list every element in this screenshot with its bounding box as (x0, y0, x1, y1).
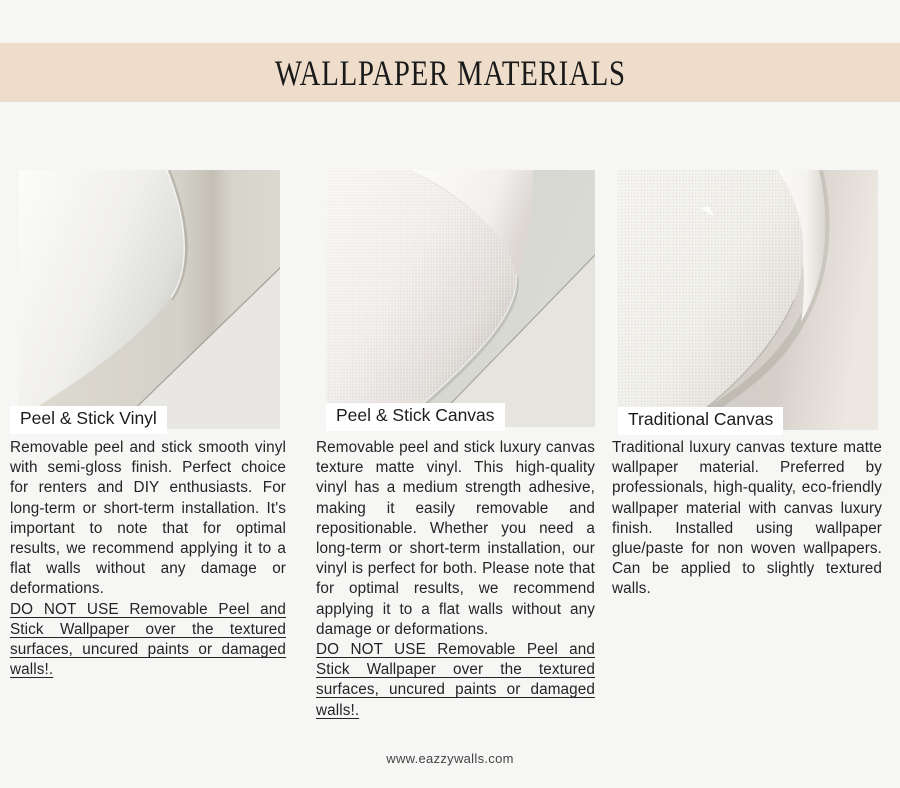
page-title: WALLPAPER MATERIALS (274, 52, 626, 93)
material-text (316, 438, 595, 721)
material-warning: DO NOT USE Removable Peel and Stick Wallpaper over the textured surfaces, uncured paints or damaged walls!. (316, 641, 595, 719)
traditional-canvas-curl-photo (618, 170, 878, 430)
smooth-vinyl-curl-photo (19, 170, 280, 429)
material-label (10, 406, 167, 434)
canvas-texture-curl-photo (326, 170, 595, 427)
material-text (612, 438, 882, 600)
material-description: Removable peel and stick luxury canvas texture matte vinyl. This high-quality vinyl has a medium strength adhesive, making it easily removable and repositionable. Whether you need a long-term or short-term installation, our vinyl is perfect for both. Please note that for optimal results, we recommend applying it to a flat walls without any damage or deformations. (316, 439, 595, 638)
material-label-text: Peel & Stick Canvas (336, 405, 495, 425)
material-text (10, 438, 286, 680)
website-url: www.eazzywalls.com (386, 751, 514, 766)
header-band (0, 43, 900, 102)
material-label (326, 403, 505, 431)
material-label (618, 407, 783, 435)
material-label-text: Traditional Canvas (628, 409, 774, 429)
material-label-text: Peel & Stick Vinyl (20, 408, 157, 428)
material-description: Removable peel and stick smooth vinyl with semi-gloss finish. Perfect choice for renters and DIY enthusiasts. For long-term or short-term installation. It's important to note that for optimal results, we recommend applying it to a flat walls without any damage or deformations. (10, 439, 286, 598)
material-warning: DO NOT USE Removable Peel and Stick Wallpaper over the textured surfaces, uncured paints or damaged walls!. (10, 600, 286, 679)
material-description: Traditional luxury canvas texture matte wallpaper material. Preferred by professionals, high-quality, eco-friendly wallpaper material with canvas luxury finish. Installed using wallpaper glue/paste for non woven wallpapers. Can be applied to slightly textured walls. (612, 439, 882, 598)
